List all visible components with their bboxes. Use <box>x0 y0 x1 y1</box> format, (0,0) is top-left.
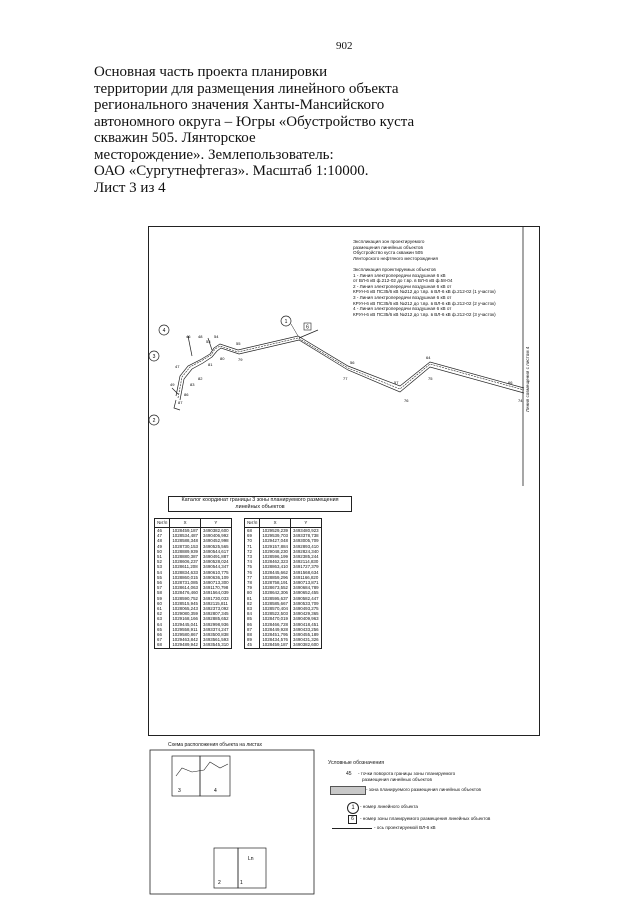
table-cell: 54 <box>155 570 170 575</box>
table-cell: 3491730,033 <box>200 596 231 601</box>
explication-objects-line: КРУН-6 кВ ПС35/6 кВ №212 до т.вр. в ВЛ-6 кВ ф.212-02 (2 участок) <box>353 300 496 306</box>
point-label: 56 <box>350 360 355 365</box>
object-number-2: 2 <box>152 418 156 424</box>
column-header: Y <box>290 519 321 528</box>
table-cell: 1028522,503 <box>260 611 291 616</box>
table-cell: 3491166,820 <box>290 575 321 580</box>
scheme-sheet-number: 2 <box>218 880 221 886</box>
scheme-sheet-number: 4 <box>214 788 217 794</box>
table-cell: 3492373,092 <box>200 606 231 611</box>
table-cell: 1028889,939 <box>170 549 201 554</box>
legend-title: Условные обозначения <box>328 760 385 766</box>
column-header: №т/п <box>155 519 170 528</box>
point-label: 86 <box>184 392 189 397</box>
table-cell: 3490455,189 <box>290 632 321 637</box>
table-cell: 3493378,738 <box>290 533 321 538</box>
explication-objects-line: 2 - Линия электропередачи воздушная 6 кВ от <box>353 283 452 289</box>
table-cell: 1028860,015 <box>170 575 201 580</box>
table-cell: 1028606,237 <box>170 559 201 564</box>
catalog-caption: Каталог координат границы 3 зоны планируемого размещения линейных объектов <box>168 496 352 512</box>
table-cell: 82 <box>245 601 260 606</box>
explication-objects <box>353 267 496 317</box>
point-label: 49 <box>170 382 175 387</box>
legend-item: - точки поворота границы зоны планируемого <box>358 771 456 776</box>
table-cell: 3493005,709 <box>290 538 321 543</box>
table-cell: 3490433,256 <box>290 627 321 632</box>
page-number: 902 <box>336 40 353 52</box>
table-cell: 1028515,945 <box>170 601 201 606</box>
table-cell: 1028642,306 <box>260 590 291 595</box>
table-cell: 75 <box>245 564 260 569</box>
point-label: 80 <box>220 356 225 361</box>
explication-zones-line: Обустройство куста скважин 505 <box>353 250 423 256</box>
scheme-sheet-number: 1 <box>240 880 243 886</box>
point-label: 79 <box>238 357 243 362</box>
table-cell: 89 <box>245 637 260 642</box>
table-cell: 3492807,345 <box>200 611 231 616</box>
table-cell: 3490525,565 <box>200 544 231 549</box>
scheme-inset-label: Ln <box>248 856 254 862</box>
table-cell: 1028534,487 <box>170 533 201 538</box>
table-cell: 1028730,153 <box>170 544 201 549</box>
table-cell: 3493561,593 <box>200 637 231 642</box>
title-line: Лист 3 из 4 <box>94 179 166 196</box>
explication-zones-line: размещения линейных объектов <box>353 244 423 250</box>
explication-objects-line: КРУН-6 кВ ПС35/6 кВ №212 до т.вр. в ВЛ-6 кВ ф.212-02 (3 участок) <box>353 311 496 317</box>
table-row <box>245 642 322 648</box>
table-cell: 85 <box>245 616 260 621</box>
zone-number-label: 6 <box>306 324 309 331</box>
table-cell: 3490493,275 <box>290 606 321 611</box>
table-cell: 68 <box>155 642 170 648</box>
table-cell: 3490582,447 <box>290 596 321 601</box>
table-cell: 87 <box>245 627 260 632</box>
table-cell: 3491564,039 <box>200 590 231 595</box>
zone-corridor <box>176 330 524 400</box>
table-cell: 1028462,323 <box>260 559 291 564</box>
table-cell: 3490429,365 <box>290 611 321 616</box>
table-cell: 1029445,041 <box>170 622 201 627</box>
point-label: 81 <box>208 362 213 367</box>
table-cell: 46 <box>155 528 170 534</box>
table-cell: 1028449,928 <box>260 627 291 632</box>
table-cell: 3491568,634 <box>290 570 321 575</box>
table-cell: 1028673,552 <box>260 585 291 590</box>
table-cell: 1028445,662 <box>260 570 291 575</box>
column-header: №т/п <box>245 519 260 528</box>
table-cell: 1028614,063 <box>170 585 201 590</box>
legend-item: - номер зоны планируемого размещения линейных объектов <box>360 816 491 821</box>
table-header-row <box>155 519 232 528</box>
scheme-frame <box>150 750 314 894</box>
legend-item: - номер линейного объекта <box>360 804 418 809</box>
table-cell: 59 <box>155 596 170 601</box>
table-cell: 1028065,243 <box>170 606 201 611</box>
table-row <box>155 642 232 648</box>
explication-objects-line: 4 - Линия электропередачи воздушная 6 кВ от <box>353 306 452 312</box>
legend-circle-symbol: 1 <box>347 802 359 814</box>
table-cell: 1028859,296 <box>260 575 291 580</box>
explication-objects-line: 1 - Линия электропередачи воздушная 6 кВ <box>353 272 446 278</box>
point-label: 57 <box>394 380 399 385</box>
column-header: X <box>170 519 201 528</box>
table-header-row <box>245 519 322 528</box>
table-cell: 1028596,199 <box>260 554 291 559</box>
table-cell: 1028758,191 <box>260 580 291 585</box>
table-cell: 52 <box>155 559 170 564</box>
legend-point-symbol: 45 <box>346 771 352 777</box>
explication-objects-line: Экспликация проектируемых объектов <box>353 267 436 272</box>
table-cell: 67 <box>155 637 170 642</box>
object-number-1: 1 <box>284 319 288 325</box>
object-number-markers <box>149 316 311 425</box>
map-drawing <box>148 226 538 486</box>
table-cell: 1029539,703 <box>260 533 291 538</box>
title-line: территории для размещения линейного объекта <box>94 80 399 97</box>
table-cell: 68 <box>245 528 260 534</box>
table-cell: 55 <box>155 575 170 580</box>
table-cell: 1028434,576 <box>260 637 291 642</box>
explication-zones <box>353 239 438 261</box>
table-cell: 3493480,923 <box>290 528 321 534</box>
point-label: 66 <box>508 380 513 385</box>
title-line: регионального значения Ханты-Мансийского <box>94 97 385 113</box>
table-cell: 64 <box>155 622 170 627</box>
table-cell: 1028880,387 <box>170 554 201 559</box>
table-cell: 3490652,455 <box>290 590 321 595</box>
column-header: Y <box>200 519 231 528</box>
table-cell: 61 <box>155 606 170 611</box>
table-cell: 3492824,340 <box>290 549 321 554</box>
table-cell: 78 <box>245 580 260 585</box>
table-cell: 1029463,842 <box>170 637 201 642</box>
table-cell: 1028834,633 <box>170 570 201 575</box>
scheme-diagram <box>148 748 318 898</box>
legend-item: - ось проектируемой ВЛ-6 кВ <box>374 825 436 830</box>
table-cell: 3490491,887 <box>200 554 231 559</box>
coord-table-left <box>154 518 232 649</box>
table-cell: 51 <box>155 554 170 559</box>
scheme-title: Схема расположения объекта на листах <box>168 742 263 748</box>
table-cell: 1029427,048 <box>260 538 291 543</box>
table-cell: 86 <box>245 622 260 627</box>
table-cell: 1028476,460 <box>170 590 201 595</box>
table-cell: 50 <box>155 549 170 554</box>
table-cell: 53 <box>155 564 170 569</box>
table-cell: 3490406,992 <box>200 533 231 538</box>
table-cell: 1028466,728 <box>260 622 291 627</box>
table-cell: 3490452,998 <box>200 538 231 543</box>
coord-table-right <box>244 518 322 649</box>
table-cell: 72 <box>245 549 260 554</box>
point-label: 46 <box>186 334 191 339</box>
document-title <box>94 64 424 196</box>
point-label: 76 <box>404 398 409 403</box>
legend-zone-swatch <box>330 786 366 795</box>
table-cell: 66 <box>155 632 170 637</box>
table-cell: 1028590,752 <box>170 596 201 601</box>
table-cell: 3490528,024 <box>200 559 231 564</box>
object-number-4: 4 <box>162 328 166 334</box>
table-cell: 83 <box>245 606 260 611</box>
point-label: 64 <box>426 355 431 360</box>
table-cell: 3491727,379 <box>290 564 321 569</box>
table-cell: 3490684,789 <box>290 585 321 590</box>
table-cell: 74 <box>245 559 260 564</box>
table-cell: 1029558,911 <box>170 627 201 632</box>
point-label: 83 <box>190 382 195 387</box>
table-cell: 3493545,310 <box>200 642 231 648</box>
table-cell: 1028588,348 <box>170 538 201 543</box>
table-cell: 77 <box>245 575 260 580</box>
table-cell: 3490544,347 <box>200 564 231 569</box>
table-cell: 45 <box>245 642 260 648</box>
explication-objects-line: 3 - Линия электропередачи воздушная 6 кВ от <box>353 294 452 300</box>
table-cell: 1029080,359 <box>170 611 201 616</box>
table-cell: 3493500,838 <box>200 632 231 637</box>
table-cell: 1028595,637 <box>260 596 291 601</box>
table-cell: 1029580,867 <box>170 632 201 637</box>
point-label: 47 <box>175 364 180 369</box>
legend-item: - зона планируемого размещения линейных объектов <box>366 787 481 792</box>
table-cell: 65 <box>155 627 170 632</box>
table-cell: 3490409,963 <box>290 616 321 621</box>
explication-objects-line: от ВЛ-6 кВ ф.212-02 до т.вр. в ВЛ-6 кВ ф.58-04 <box>353 278 453 284</box>
table-cell: 56 <box>155 580 170 585</box>
branch-lines <box>172 336 212 410</box>
table-cell: 1029048,230 <box>260 549 291 554</box>
table-cell: 1028863,410 <box>260 564 291 569</box>
table-cell: 1029489,942 <box>170 642 201 648</box>
table-cell: 80 <box>245 590 260 595</box>
table-cell: 3490533,709 <box>290 601 321 606</box>
table-cell: 3492385,244 <box>290 554 321 559</box>
table-cell: 3490382,600 <box>200 528 231 534</box>
table-cell: 63 <box>155 616 170 621</box>
table-cell: 58 <box>155 590 170 595</box>
table-cell: 3493374,247 <box>200 627 231 632</box>
table-cell: 1028570,404 <box>260 606 291 611</box>
table-cell: 84 <box>245 611 260 616</box>
table-cell: 3490610,775 <box>200 570 231 575</box>
table-cell: 3490418,451 <box>290 622 321 627</box>
table-cell: 1028459,187 <box>170 528 201 534</box>
table-cell: 62 <box>155 611 170 616</box>
legend-item: размещения линейных объектов <box>362 777 432 782</box>
table-cell: 70 <box>245 538 260 543</box>
table-cell: 3492114,830 <box>290 559 321 564</box>
table-cell: 1028731,085 <box>170 580 201 585</box>
table-cell: 76 <box>245 570 260 575</box>
table-cell: 3491170,798 <box>200 585 231 590</box>
point-label: 82 <box>198 376 203 381</box>
explication-zones-line: Экспликация зон проектируемого <box>353 239 425 244</box>
table-cell: 73 <box>245 554 260 559</box>
table-cell: 1028611,208 <box>170 564 201 569</box>
table-cell: 88 <box>245 632 260 637</box>
title-line: месторождение». Землепользователь: <box>94 146 334 163</box>
table-cell: 1029529,239 <box>260 528 291 534</box>
point-label: 74 <box>518 398 523 403</box>
title-line: скважин 505. Лянторское <box>94 130 256 146</box>
legend-square-symbol: 6 <box>348 815 357 824</box>
scheme-sheet-number: 3 <box>178 788 181 794</box>
table-cell: 60 <box>155 601 170 606</box>
table-cell: 3490713,871 <box>290 580 321 585</box>
table-cell: 79 <box>245 585 260 590</box>
table-cell: 1029168,166 <box>170 616 201 621</box>
table-cell: 49 <box>155 544 170 549</box>
table-cell: 3490382,600 <box>290 642 321 648</box>
table-cell: 48 <box>155 538 170 543</box>
table-cell: 69 <box>245 533 260 538</box>
table-cell: 3492893,410 <box>290 544 321 549</box>
table-cell: 3490713,300 <box>200 580 231 585</box>
point-label: 55 <box>236 341 241 346</box>
table-cell: 3492115,811 <box>200 601 231 606</box>
point-label: 54 <box>214 334 219 339</box>
table-cell: 3490431,326 <box>290 637 321 642</box>
point-label: 87 <box>178 400 183 405</box>
legend-axis-line <box>332 828 372 829</box>
title-line: Основная часть проекта планировки <box>94 64 328 80</box>
object-number-3: 3 <box>152 354 156 360</box>
table-cell: 1028459,187 <box>260 642 291 648</box>
scheme-route <box>176 762 228 776</box>
table-cell: 3492885,652 <box>200 616 231 621</box>
explication-zones-line: Лянторского нефтяного месторождения <box>353 255 438 261</box>
table-cell: 1029157,884 <box>260 544 291 549</box>
table-cell: 81 <box>245 596 260 601</box>
column-header: X <box>260 519 291 528</box>
explication-objects-line: КРУН-6 кВ ПС35/6 кВ №212 до т.вр. в ВЛ-6 кВ ф.212-02 (1 участок) <box>353 289 496 295</box>
point-label: 75 <box>428 376 433 381</box>
table-cell: 3490544,617 <box>200 549 231 554</box>
point-label: 53 <box>206 339 211 344</box>
point-label: 48 <box>198 334 203 339</box>
table-cell: 1028451,795 <box>260 632 291 637</box>
side-note: Линия совмещения с листом 4 <box>525 346 530 412</box>
point-label: 77 <box>343 376 348 381</box>
table-cell: 3492998,936 <box>200 622 231 627</box>
title-line: автономного округа – Югры «Обустройство куста <box>94 113 415 130</box>
table-cell: 1028585,667 <box>260 601 291 606</box>
table-cell: 57 <box>155 585 170 590</box>
table-cell: 47 <box>155 533 170 538</box>
table-cell: 71 <box>245 544 260 549</box>
table-cell: 1028470,019 <box>260 616 291 621</box>
table-cell: 3490636,109 <box>200 575 231 580</box>
title-line: ОАО «Сургутнефтегаз». Масштаб 1:10000. <box>94 163 369 179</box>
